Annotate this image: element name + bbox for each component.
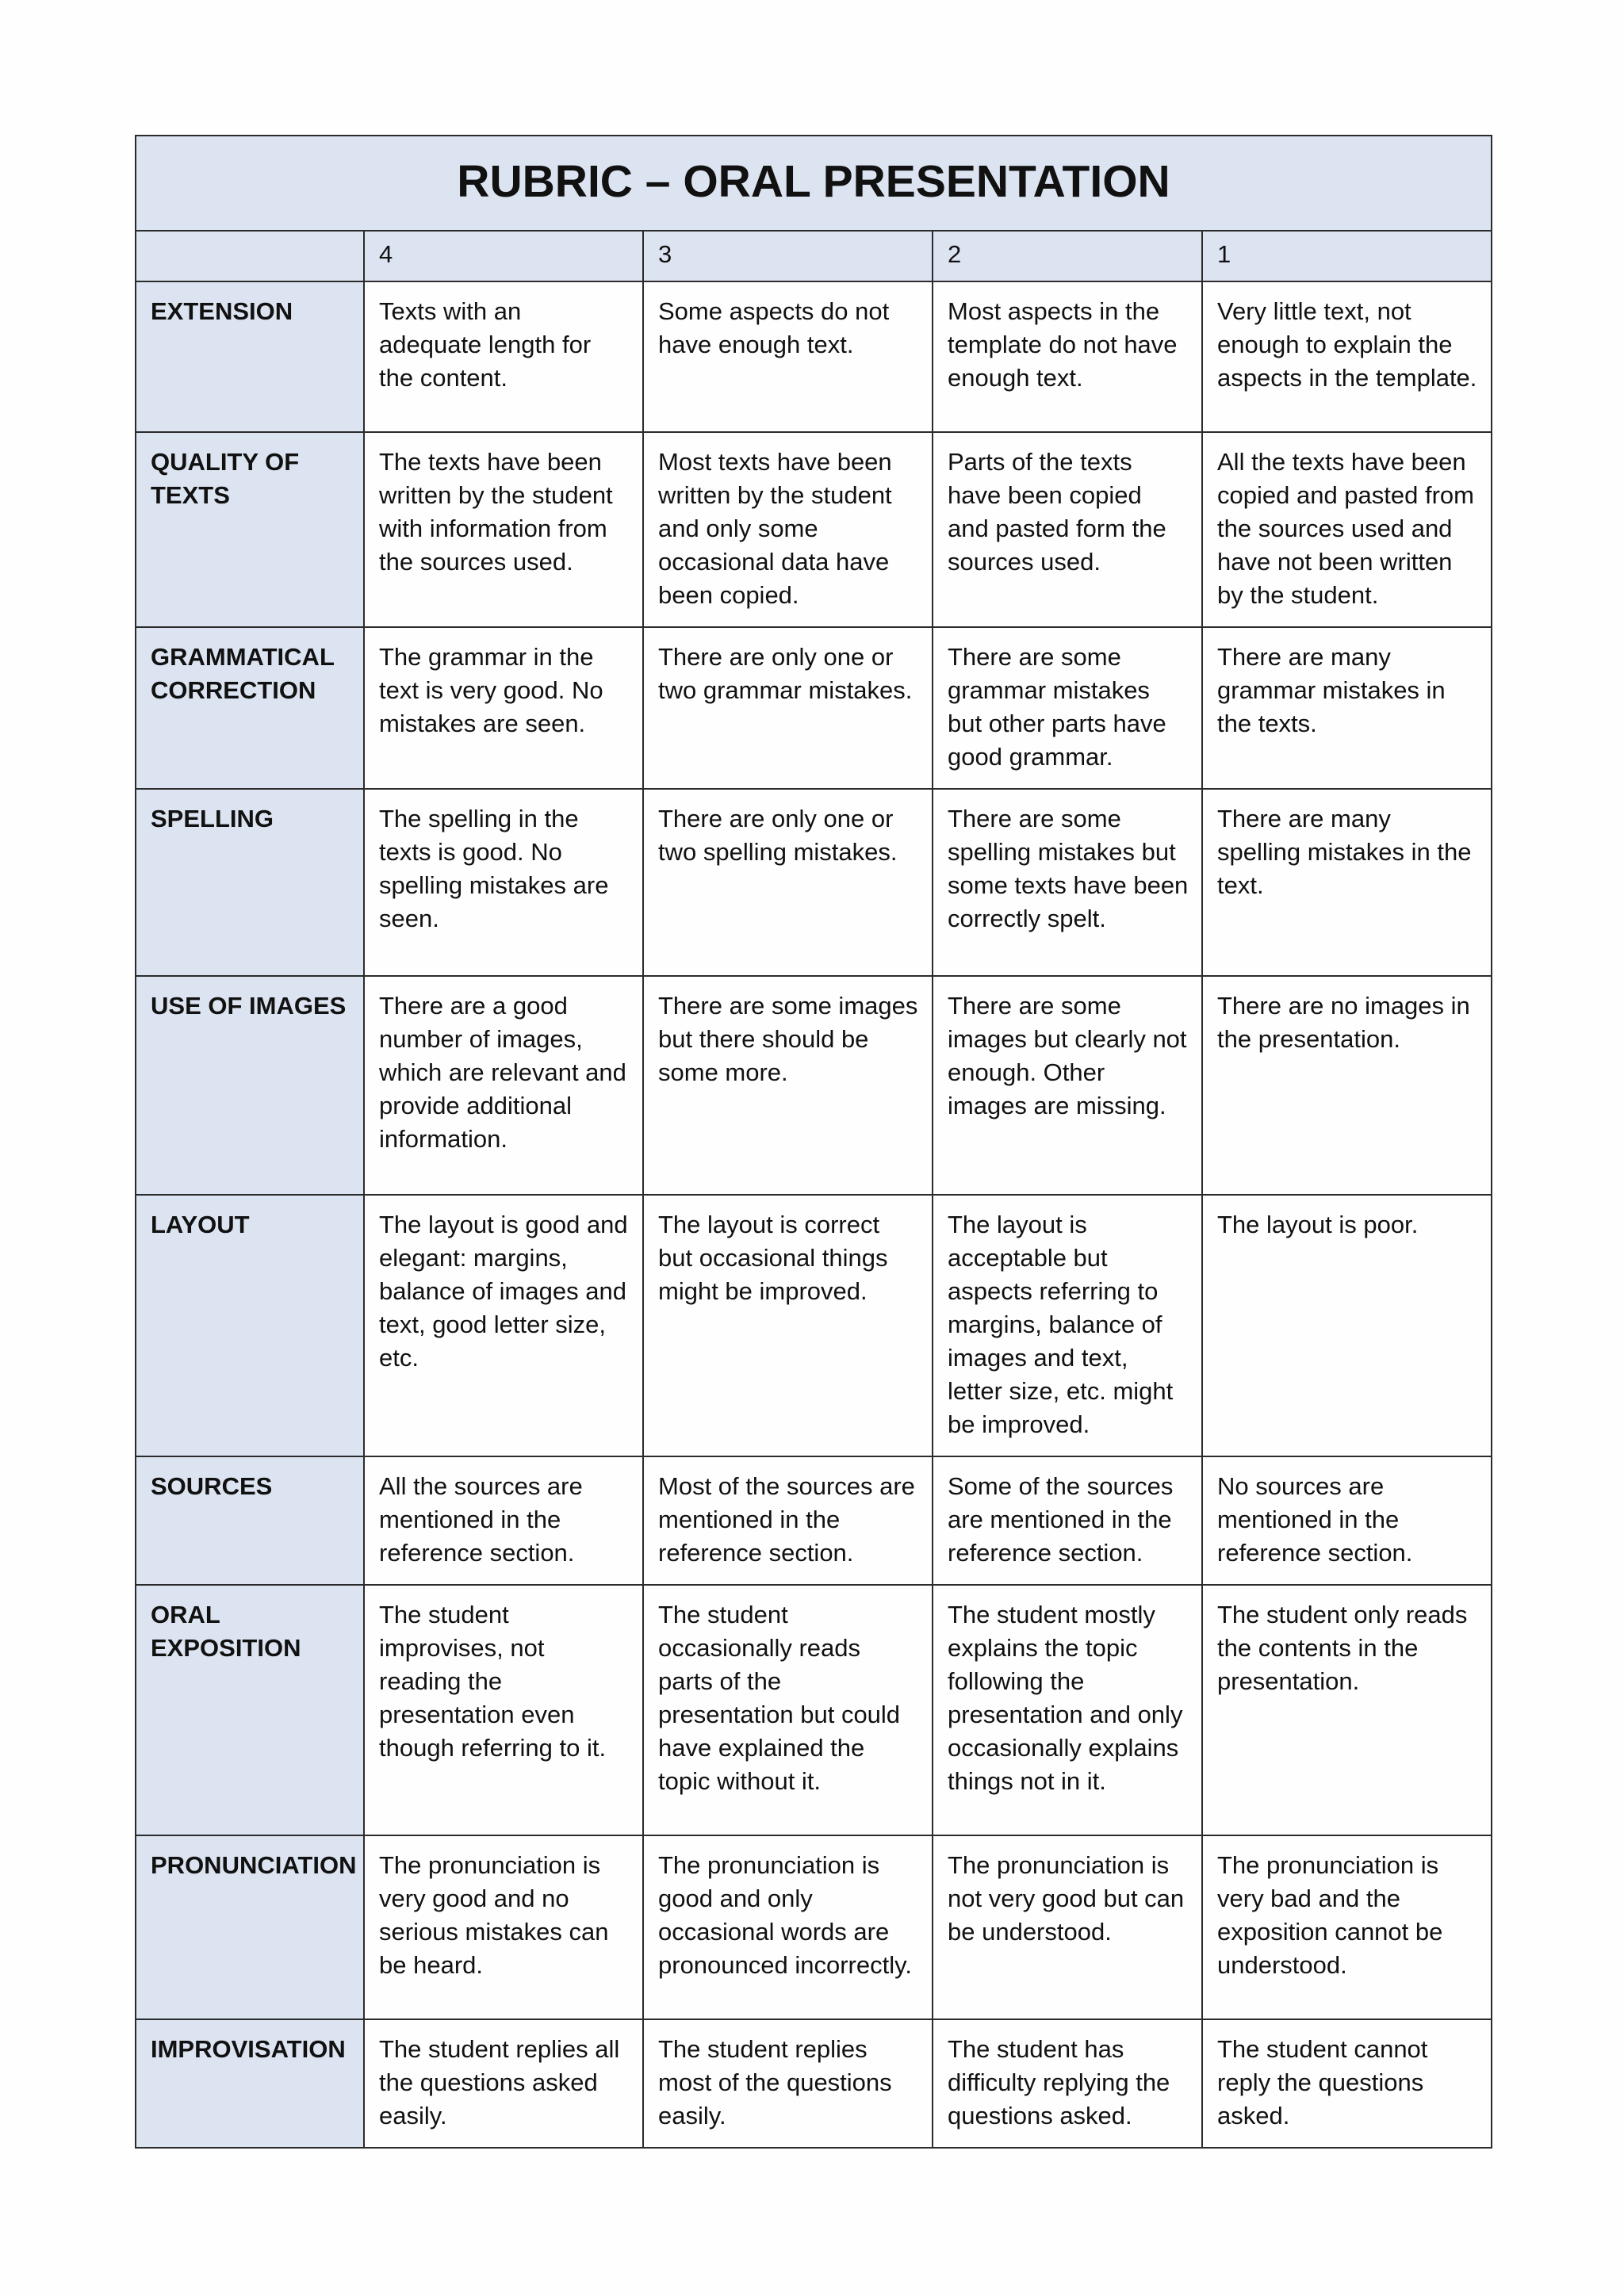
level-4-description: The pronunciation is very good and no serious mistakes can be heard. bbox=[364, 1835, 643, 2019]
criterion-label: ORAL EXPOSITION bbox=[136, 1585, 364, 1835]
table-row bbox=[136, 2019, 1492, 2148]
level-4-description: The spelling in the texts is good. No spelling mistakes are seen. bbox=[364, 789, 643, 976]
criterion-label: PRONUNCIATION bbox=[136, 1835, 364, 2019]
level-3-description: Some aspects do not have enough text. bbox=[643, 281, 933, 432]
level-3-description: There are only one or two grammar mistakes. bbox=[643, 627, 933, 789]
criterion-label: IMPROVISATION bbox=[136, 2019, 364, 2148]
criterion-label: SPELLING bbox=[136, 789, 364, 976]
level-header-row bbox=[136, 231, 1492, 281]
criterion-label: LAYOUT bbox=[136, 1195, 364, 1456]
level-1-description: No sources are mentioned in the reference section. bbox=[1202, 1456, 1492, 1585]
table-row bbox=[136, 1835, 1492, 2019]
level-2-description: There are some images but clearly not enough. Other images are missing. bbox=[933, 976, 1202, 1195]
level-header: 3 bbox=[643, 231, 933, 281]
level-4-description: The student replies all the questions asked easily. bbox=[364, 2019, 643, 2148]
level-2-description: The student has difficulty replying the questions asked. bbox=[933, 2019, 1202, 2148]
title-row bbox=[136, 136, 1492, 231]
table-row bbox=[136, 627, 1492, 789]
level-4-description: The texts have been written by the student with information from the sources used. bbox=[364, 432, 643, 627]
level-4-description: The grammar in the text is very good. No mistakes are seen. bbox=[364, 627, 643, 789]
level-4-description: The student improvises, not reading the presentation even though referring to it. bbox=[364, 1585, 643, 1835]
level-4-description: There are a good number of images, which are relevant and provide additional information. bbox=[364, 976, 643, 1195]
level-4-description: The layout is good and elegant: margins, balance of images and text, good letter size, etc. bbox=[364, 1195, 643, 1456]
level-1-description: There are many spelling mistakes in the text. bbox=[1202, 789, 1492, 976]
level-2-description: The student mostly explains the topic following the presentation and only occasionally explains things not in it. bbox=[933, 1585, 1202, 1835]
table-row bbox=[136, 1456, 1492, 1585]
criterion-label: SOURCES bbox=[136, 1456, 364, 1585]
table-row bbox=[136, 432, 1492, 627]
criterion-label: GRAMMATICAL CORRECTION bbox=[136, 627, 364, 789]
level-3-description: The pronunciation is good and only occasional words are pronounced incorrectly. bbox=[643, 1835, 933, 2019]
table-row bbox=[136, 1195, 1492, 1456]
level-1-description: There are no images in the presentation. bbox=[1202, 976, 1492, 1195]
rubric-table bbox=[135, 135, 1492, 2149]
level-2-description: Some of the sources are mentioned in the reference section. bbox=[933, 1456, 1202, 1585]
level-2-description: There are some spelling mistakes but some texts have been correctly spelt. bbox=[933, 789, 1202, 976]
level-3-description: The student occasionally reads parts of the presentation but could have explained the topic without it. bbox=[643, 1585, 933, 1835]
level-header: 1 bbox=[1202, 231, 1492, 281]
level-header: 4 bbox=[364, 231, 643, 281]
level-4-description: Texts with an adequate length for the content. bbox=[364, 281, 643, 432]
level-3-description: The student replies most of the questions easily. bbox=[643, 2019, 933, 2148]
level-2-description: Most aspects in the template do not have enough text. bbox=[933, 281, 1202, 432]
table-row bbox=[136, 976, 1492, 1195]
level-4-description: All the sources are mentioned in the reference section. bbox=[364, 1456, 643, 1585]
level-3-description: The layout is correct but occasional things might be improved. bbox=[643, 1195, 933, 1456]
level-3-description: There are only one or two spelling mistakes. bbox=[643, 789, 933, 976]
header-corner-cell bbox=[136, 231, 364, 281]
criterion-label: USE OF IMAGES bbox=[136, 976, 364, 1195]
level-2-description: Parts of the texts have been copied and pasted form the sources used. bbox=[933, 432, 1202, 627]
rubric-title: RUBRIC – ORAL PRESENTATION bbox=[136, 136, 1492, 231]
table-row bbox=[136, 1585, 1492, 1835]
level-header: 2 bbox=[933, 231, 1202, 281]
level-3-description: Most of the sources are mentioned in the reference section. bbox=[643, 1456, 933, 1585]
criterion-label: QUALITY OF TEXTS bbox=[136, 432, 364, 627]
level-2-description: The pronunciation is not very good but can be understood. bbox=[933, 1835, 1202, 2019]
level-1-description: The layout is poor. bbox=[1202, 1195, 1492, 1456]
level-1-description: The pronunciation is very bad and the exposition cannot be understood. bbox=[1202, 1835, 1492, 2019]
level-1-description: The student only reads the contents in the presentation. bbox=[1202, 1585, 1492, 1835]
level-1-description: Very little text, not enough to explain the aspects in the template. bbox=[1202, 281, 1492, 432]
level-1-description: All the texts have been copied and pasted from the sources used and have not been written by the student. bbox=[1202, 432, 1492, 627]
table-row bbox=[136, 281, 1492, 432]
level-3-description: There are some images but there should be some more. bbox=[643, 976, 933, 1195]
level-1-description: There are many grammar mistakes in the texts. bbox=[1202, 627, 1492, 789]
table-row bbox=[136, 789, 1492, 976]
criterion-label: EXTENSION bbox=[136, 281, 364, 432]
level-2-description: There are some grammar mistakes but other parts have good grammar. bbox=[933, 627, 1202, 789]
level-1-description: The student cannot reply the questions asked. bbox=[1202, 2019, 1492, 2148]
level-3-description: Most texts have been written by the student and only some occasional data have been copied. bbox=[643, 432, 933, 627]
level-2-description: The layout is acceptable but aspects referring to margins, balance of images and text, letter size, etc. might be improved. bbox=[933, 1195, 1202, 1456]
